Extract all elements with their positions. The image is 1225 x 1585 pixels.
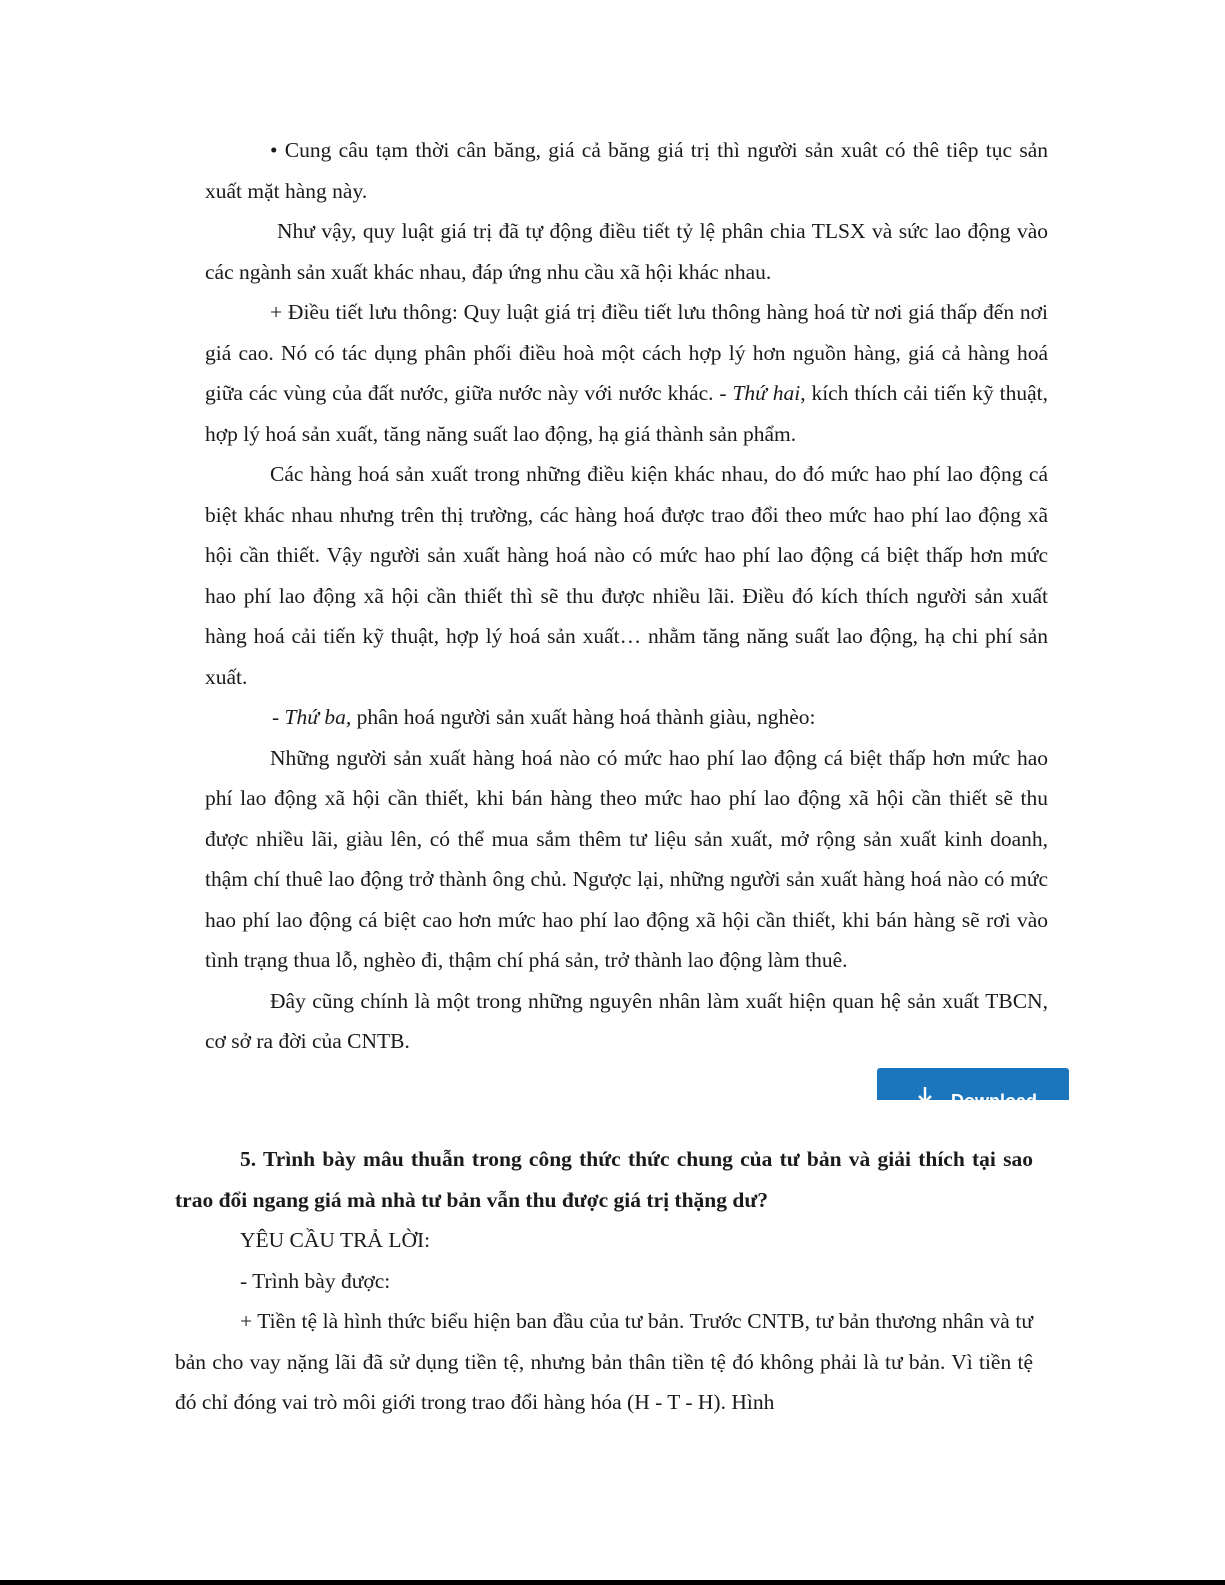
- text-differentiation: phân hoá người sản xuất hàng hoá thành giàu, nghèo:: [351, 705, 816, 729]
- text-technical-improvement: , kích thích cải tiến kỹ thuật, hợp lý hoá sản xuất, tăng năng suất lao động, hạ giá thành sản phẩm.: [205, 381, 1048, 446]
- download-label: Download: [951, 1091, 1037, 1111]
- document-section-1: [205, 130, 1048, 1062]
- paragraph-labor-cost: Các hàng hoá sản xuất trong những điều kiện khác nhau, do đó mức hao phí lao động cá biệt khác nhau nhưng trên thị trường, các hàng hoá được trao đổi theo mức hao phí lao động xã hội cần thiết. Vậy người sản xuất hàng hoá nào có mức hao phí lao động cá biệt thấp hơn mức hao phí lao động xã hội cần thiết thì sẽ thu được nhiều lãi. Điều đó kích thích người sản xuất hàng hoá cải tiến kỹ thuật, hợp lý hoá sản xuất… nhằm tăng năng suất lao động, hạ chi phí sản xuất.: [205, 462, 1048, 689]
- paragraph-thu-ba: [205, 697, 1048, 738]
- paragraph-capitalism-origin: Đây cũng chính là một trong những nguyên nhân làm xuất hiện quan hệ sản xuất TBCN, cơ sở ra đời của CNTB.: [205, 988, 1048, 1053]
- paragraph-circulation: [205, 292, 1048, 454]
- text-circulation: + Điều tiết lưu thông: Quy luật giá trị điều tiết lưu thông hàng hoá từ nơi giá thấp đến nơi giá cao. Nó có tác dụng phân phối điều hoà một cách hợp lý hơn nguồn hàng, giá cả hàng hoá giữa các vùng của đất nước, giữa nước này với nước khác. -: [205, 300, 1048, 405]
- question-heading: 5. Trình bày mâu thuẫn trong công thức thức chung của tư bản và giải thích tại sao trao đổi ngang giá mà nhà tư bản vẫn thu được giá trị thặng dư?: [175, 1147, 1033, 1212]
- document-section-2: [175, 1139, 1033, 1423]
- text-thu-ba: Thứ ba,: [284, 705, 352, 729]
- text-dash: -: [272, 705, 285, 729]
- paragraph-value-law-summary: Như vậy, quy luật giá trị đã tự động điều tiết tỷ lệ phân chia TLSX và sức lao động vào các ngành sản xuất khác nhau, đáp ứng nhu cầu xã hội khác nhau.: [205, 219, 1048, 284]
- paragraph-money-capital: + Tiền tệ là hình thức biểu hiện ban đầu của tư bản. Trước CNTB, tư bản thương nhân và tư bản cho vay nặng lãi đã sử dụng tiền tệ, nhưng bản thân tiền tệ đó không phải là tư bản. Vì tiền tệ đó chỉ đóng vai trò môi giới trong trao đổi hàng hóa (H - T - H). Hình: [175, 1309, 1033, 1414]
- download-button[interactable]: [877, 1068, 1069, 1111]
- text-thu-hai: Thứ hai: [732, 381, 801, 405]
- bottom-border: [0, 1580, 1225, 1585]
- paragraph-supply-demand: • Cung câu tạm thời cân băng, giá cả băng giá trị thì người sản xuât có thê tiêp tục sản xuất mặt hàng này.: [205, 138, 1048, 203]
- answer-present: - Trình bày được:: [240, 1268, 391, 1293]
- paragraph-rich-poor: Những người sản xuất hàng hoá nào có mức hao phí lao động cá biệt thấp hơn mức hao phí lao động xã hội cần thiết, khi bán hàng theo mức hao phí lao động xã hội cần thiết sẽ thu được nhiều lãi, giàu lên, có thể mua sắm thêm tư liệu sản xuất, mở rộng sản xuất kinh doanh, thậm chí thuê lao động trở thành ông chủ. Ngược lại, những người sản xuất hàng hoá nào có mức hao phí lao động cá biệt cao hơn mức hao phí lao động xã hội cần thiết, khi bán hàng sẽ rơi vào tình trạng thua lỗ, nghèo đi, thậm chí phá sản, trở thành lao động làm thuê.: [205, 745, 1048, 972]
- download-icon: [917, 1087, 937, 1112]
- answer-requirement: YÊU CẦU TRẢ LỜI:: [240, 1228, 431, 1252]
